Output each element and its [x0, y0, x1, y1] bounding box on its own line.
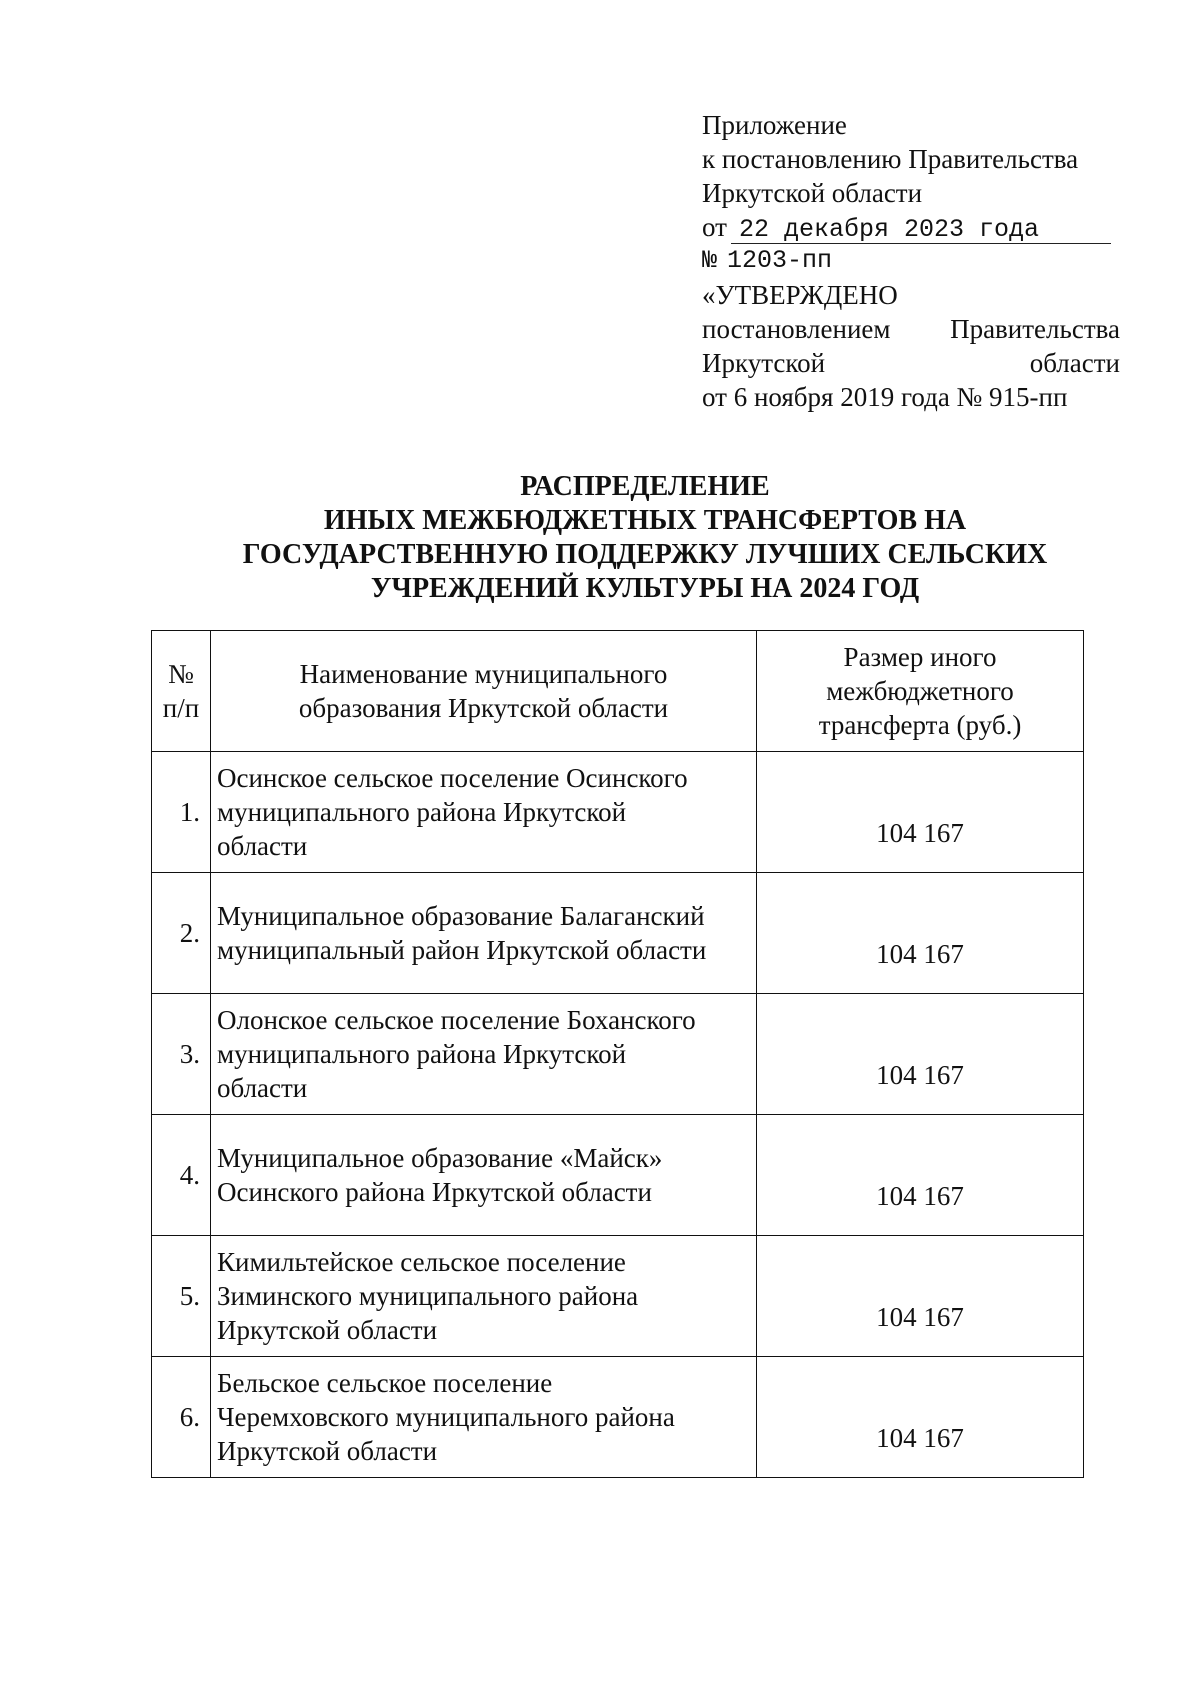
row-number: 1.	[152, 752, 211, 873]
row-name-line: Кимильтейское сельское поселение	[217, 1247, 626, 1277]
approved-by-line-2	[702, 346, 1120, 380]
table-row	[152, 1115, 1084, 1236]
row-name-line: Бельское сельское поселение	[217, 1368, 553, 1398]
table-row	[152, 1357, 1084, 1478]
row-name	[211, 994, 757, 1115]
table-row	[152, 752, 1084, 873]
row-amount: 104 167	[757, 994, 1084, 1115]
header-num	[152, 631, 211, 752]
row-amount: 104 167	[757, 1236, 1084, 1357]
row-name-line: области	[217, 831, 308, 861]
table-row	[152, 1236, 1084, 1357]
header-amount-line-1: Размер иного	[843, 642, 997, 672]
table-row	[152, 873, 1084, 994]
title-line-2: ИНЫХ МЕЖБЮДЖЕТНЫХ ТРАНСФЕРТОВ НА	[323, 505, 967, 536]
row-number: 5.	[152, 1236, 211, 1357]
approved-by-line-1	[702, 312, 1120, 346]
appendix-block	[702, 108, 1122, 414]
approved-by-word-1: постановлением	[702, 314, 891, 344]
distribution-table	[151, 630, 1084, 1478]
header-name	[211, 631, 757, 752]
appendix-date-row	[702, 210, 1122, 244]
table-row	[152, 994, 1084, 1115]
row-name	[211, 1115, 757, 1236]
row-name	[211, 873, 757, 994]
header-amount-line-3: трансферта (руб.)	[818, 710, 1022, 740]
row-name-line: Черемховского муниципального района	[217, 1402, 675, 1432]
document-title	[120, 470, 1170, 606]
row-name-line: Иркутской области	[217, 1315, 438, 1345]
row-name-line: Осинское сельское поселение Осинского	[217, 763, 688, 793]
row-amount: 104 167	[757, 1115, 1084, 1236]
title-line-4: УЧРЕЖДЕНИЙ КУЛЬТУРЫ НА 2024 ГОД	[370, 573, 920, 604]
row-name-line: Муниципальное образование Балаганский	[217, 901, 705, 931]
row-name-line: муниципального района Иркутской	[217, 1039, 627, 1069]
appendix-label: Приложение	[702, 110, 847, 140]
row-name	[211, 1236, 757, 1357]
approved-date: от 6 ноября 2019 года № 915-пп	[702, 382, 1068, 412]
row-name	[211, 752, 757, 873]
header-name-line-1: Наименование муниципального	[299, 659, 668, 689]
row-name	[211, 1357, 757, 1478]
appendix-number-value: 1203-пп	[727, 246, 833, 275]
header-num-line-2: п/п	[162, 693, 200, 723]
row-number: 6.	[152, 1357, 211, 1478]
title-line-3: ГОСУДАРСТВЕННУЮ ПОДДЕРЖКУ ЛУЧШИХ СЕЛЬСКИХ	[242, 539, 1048, 570]
row-name-line: Зиминского муниципального района	[217, 1281, 639, 1311]
row-amount: 104 167	[757, 873, 1084, 994]
approved-by-word-4: области	[1029, 348, 1120, 378]
appendix-resolution-ref: к постановлению Правительства	[702, 144, 1079, 174]
row-name-line: Олонское сельское поселение Боханского	[217, 1005, 696, 1035]
row-number: 3.	[152, 994, 211, 1115]
approved-by-word-2: Правительства	[950, 314, 1120, 344]
appendix-region: Иркутской области	[702, 178, 923, 208]
appendix-date-prefix: от	[702, 212, 727, 242]
row-name-line: Иркутской области	[217, 1436, 438, 1466]
title-line-1: РАСПРЕДЕЛЕНИЕ	[520, 471, 770, 502]
header-name-line-2: образования Иркутской области	[298, 693, 669, 723]
header-amount-line-2: межбюджетного	[826, 676, 1014, 706]
table-header-row	[152, 631, 1084, 752]
appendix-number-sign: №	[702, 246, 718, 275]
header-amount	[757, 631, 1084, 752]
row-number: 4.	[152, 1115, 211, 1236]
header-num-line-1: №	[168, 659, 194, 689]
approved-label: «УТВЕРЖДЕНО	[702, 280, 898, 310]
row-name-line: Осинского района Иркутской области	[217, 1177, 652, 1207]
row-name-line: области	[217, 1073, 308, 1103]
appendix-date-value: 22 декабря 2023 года	[731, 217, 1111, 244]
row-number: 2.	[152, 873, 211, 994]
row-amount: 104 167	[757, 752, 1084, 873]
row-amount: 104 167	[757, 1357, 1084, 1478]
row-name-line: муниципальный район Иркутской области	[217, 935, 707, 965]
appendix-number-row	[702, 244, 1122, 278]
approved-by-word-3: Иркутской	[702, 348, 826, 378]
row-name-line: Муниципальное образование «Майск»	[217, 1143, 663, 1173]
row-name-line: муниципального района Иркутской	[217, 797, 627, 827]
